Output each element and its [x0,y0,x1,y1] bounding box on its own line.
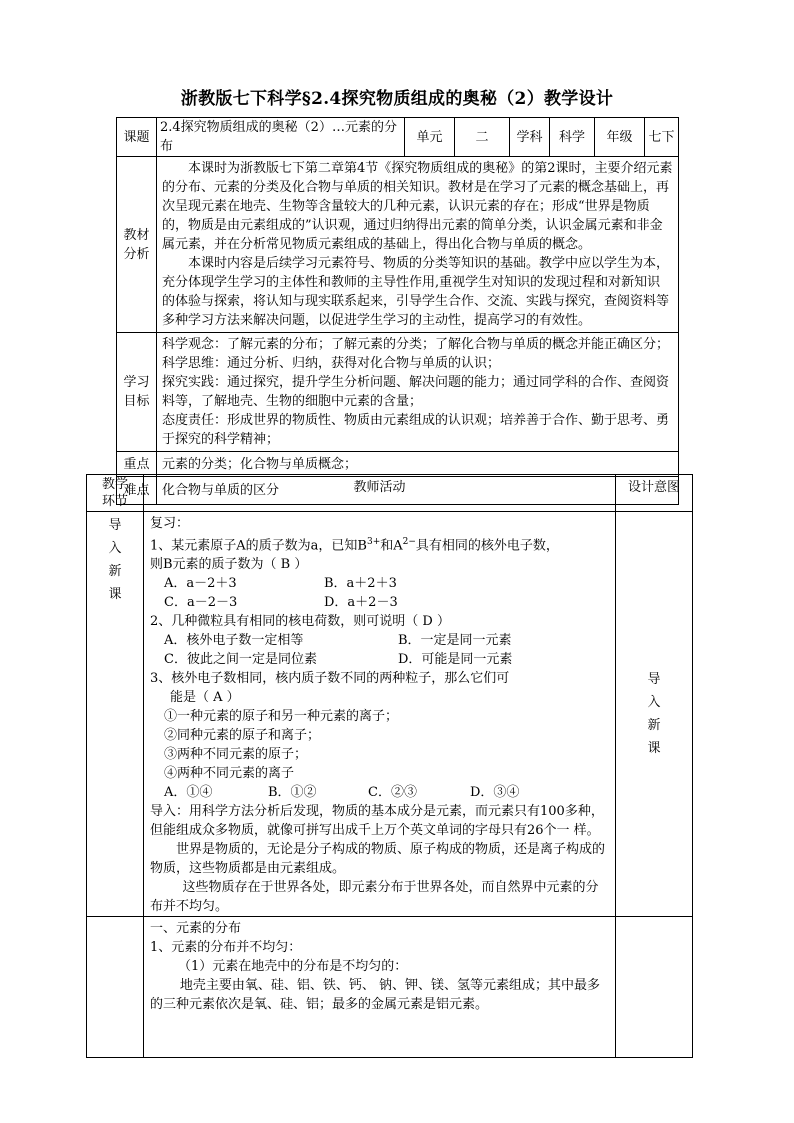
section-1-text: 地壳主要由氧、硅、铝、铁、钙、 钠、钾、镁、氢等元素组成；其中最多的三种元素依次是氧、硅、铝；最多的金属元素是铝元素。 [150,978,601,1013]
goal-line: 科学思维：通过分析、归纳，获得对化合物与单质的认识； [162,356,501,371]
page-title: 浙教版七下科学§2.4探究物质组成的奥秘（2）教学设计 [180,89,614,109]
unit-value: 二 [455,118,510,157]
section-1-title: 一、元素的分布 [150,921,242,937]
goal-line: 态度责任：形成世界的物质性、物质由元素组成的认识观；培养善于合作、勤于思考、勇于探究的科学精神； [162,413,670,447]
question-2-options-row-2: C．彼此之间一定是同位素 D．可能是同一元素 [164,652,513,668]
goals-label: 学习 目标 [117,333,157,452]
grade-value: 七下 [645,118,679,157]
lesson-label: 课题 [117,118,157,157]
intro-activity [144,512,616,917]
teacher-activity-header: 教师活动 [144,475,616,512]
intro-paragraph-3: 这些物质存在于世界各处，即元素分布于世界各处，而自然界中元素的分布并不均匀。 [150,880,599,915]
analysis-paragraph-1: 本课时为浙教版七下第二章第4节《探究物质组成的奥秘》的第2课时，主要介绍元素的分布、元素的分类及化合物与单质的相关知识。教材是在学习了元素的概念基础上，再次呈现元素在地壳、生物等含量较大的几种元素，认识元素的存在；形成“世界是物质的，物质是由元素组成的”认识观，通过归纳得出元素的简单分类，认识金属元素和非金属元素，并在分析常见物质元素组成的基础上，得出化合物与单质的概念。 [162,161,673,252]
unit-label: 单元 [405,118,455,157]
goal-line: 科学观念：了解元素的分布；了解元素的分类；了解化合物与单质的概念并能正确区分； [162,337,670,352]
grade-label: 年级 [595,118,645,157]
process-table [86,474,693,1058]
question-3-item: ①一种元素的原子和另一种元素的离子； [164,709,399,725]
intent-intro: 导 入 新 课 [616,512,693,917]
goals-content [157,333,679,452]
stage-header: 教学 环节 [87,475,144,512]
section-1-subtitle: 1、元素的分布并不均匀： [150,940,302,956]
question-3: 3、核外电子数相同，核内质子数不同的两种粒子，那么它们可 [150,671,510,687]
question-1-options-row-2: C．a－2－3 D．a＋2－3 [164,595,398,611]
question-2-options-row-1: A．核外电子数一定相等 B．一定是同一元素 [164,633,512,649]
intent-new-lesson [616,917,693,1058]
question-2: 2、几种微粒具有相同的核电荷数，则可说明（ D ） [150,614,450,630]
question-3-item: ③两种不同元素的原子； [164,747,308,763]
question-1: 1、某元素原子A的质子数为a，已知$B^{3+}$和$A^{2-}$具有相同的核外电子数， [150,537,559,554]
question-3-item: ④两种不同元素的离子 [164,766,295,782]
difficulty-label: 难点 [117,477,157,505]
key-point-value: 元素的分类；化合物与单质概念； [157,452,679,477]
review-title: 复习： [150,516,190,531]
design-intent-header: 设计意图 [616,475,693,512]
question-3-item: ②同种元素的原子和离子； [164,728,321,744]
lesson-info-table [116,117,679,505]
question-3-stem: 能是（ A ） [170,690,240,706]
key-point-label: 重点 [117,452,157,477]
lesson-title: 2.4探究物质组成的奥秘（2）…元素的分布 [157,118,405,157]
stage-new-lesson [87,917,144,1058]
question-3-options: A．①④ B．①② C．②③ D．③④ [164,785,520,801]
question-1-stem: 则B元素的质子数为（ B ） [150,557,308,573]
section-1-subtitle-2: （1）元素在地壳中的分布是不均匀的： [178,959,408,975]
difficulty-value: 化合物与单质的区分 [157,477,679,505]
goal-line: 探究实践：通过探究，提升学生分析问题、解决问题的能力；通过同学科的合作、查阅资料等，了解地壳、生物的细胞中元素的含量； [162,375,670,409]
subject-label: 学科 [510,118,550,157]
intro-paragraph-2: 世界是物质的，无论是分子构成的物质、原子构成的物质，还是离子构成的物质，这些物质都是由元素组成。 [150,842,606,877]
subject-value: 科学 [550,118,595,157]
distribution-activity [144,917,616,1058]
intro-paragraph-1: 导入：用科学方法分析后发现，物质的基本成分是元素，而元素只有100多种， 但能组成众多物质，就像可拼写出成千上万个英文单词的字母只有26个一 样。 [150,804,604,839]
stage-intro: 导 入 新 课 [87,512,144,917]
analysis-label: 教材 分析 [117,157,157,333]
analysis-paragraph-2: 本课时内容是后续学习元素符号、物质的分类等知识的基础。教学中应以学生为本，充分体现学生学习的主体性和教师的主导性作用,重视学生对知识的发现过程和对新知识的体验与探索，将认知与现实联系起来，引导学生合作、交流、实践与探究，查阅资料等多种学习方法来解决问题，以促进学生学习的主动性，提高学习的有效性。 [162,256,670,328]
analysis-content [157,157,679,333]
question-1-options-row-1: A．a－2＋3 B．a＋2＋3 [164,576,397,592]
